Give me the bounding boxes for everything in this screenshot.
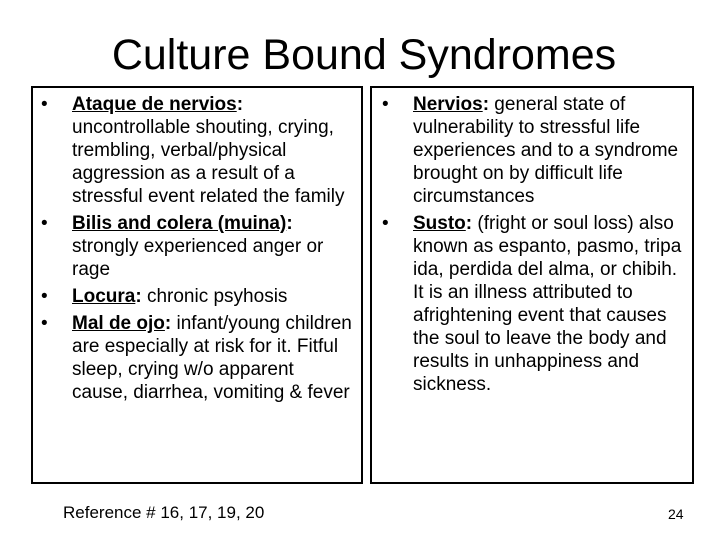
term-locura: Locura bbox=[72, 286, 136, 307]
bullet-marker: • bbox=[41, 213, 48, 234]
term-susto: Susto bbox=[413, 213, 466, 234]
term-description: infant/young children are especially at risk for it. Fitful sleep, crying w/o apparent cause, diarrhea, vomiting & fever bbox=[72, 313, 352, 403]
bullet-marker: • bbox=[382, 94, 389, 115]
term-mal-de-ojo: Mal de ojo bbox=[72, 313, 165, 334]
page-number: 24 bbox=[668, 506, 684, 522]
bullet-marker: • bbox=[382, 213, 389, 234]
term-colon: : bbox=[236, 94, 244, 115]
reference-footer: Reference # 16, 17, 19, 20 bbox=[63, 503, 265, 522]
list-item bbox=[39, 285, 355, 308]
left-column-box bbox=[31, 86, 363, 484]
bullet-marker: • bbox=[41, 94, 48, 115]
term-nervios: Nervios bbox=[413, 94, 483, 115]
list-item bbox=[380, 212, 686, 396]
bullet-marker: • bbox=[41, 313, 48, 334]
term-description: general state of vulnerability to stressful life experiences and to a syndrome brought on by difficult life circumstances bbox=[413, 94, 679, 207]
term-ataque-de-nervios: Ataque de nervios bbox=[72, 94, 237, 115]
term-description: uncontrollable shouting, crying, trembling, verbal/physical aggression as a result of a stressful event related the family bbox=[72, 117, 345, 207]
right-column-box bbox=[370, 86, 694, 484]
term-colon: : bbox=[135, 286, 142, 307]
term-colon: : bbox=[465, 213, 473, 234]
bullet-marker: • bbox=[41, 286, 48, 307]
term-colon: : bbox=[286, 213, 293, 234]
list-item bbox=[380, 93, 686, 208]
right-bullet-list bbox=[372, 88, 692, 396]
slide-title: Culture Bound Syndromes bbox=[111, 31, 617, 79]
list-item bbox=[39, 93, 355, 208]
list-item bbox=[39, 312, 355, 404]
list-item bbox=[39, 212, 355, 281]
left-bullet-list bbox=[33, 88, 361, 404]
term-description: chronic psyhosis bbox=[141, 286, 288, 307]
term-colon: : bbox=[482, 94, 490, 115]
term-bilis-and-colera: Bilis and colera (muina) bbox=[72, 213, 287, 234]
term-colon: : bbox=[164, 313, 172, 334]
term-description: strongly experienced anger or rage bbox=[72, 236, 324, 280]
term-description: (fright or soul loss) also known as espanto, pasmo, tripa ida, perdida del alma, or chibih. It is an illness attributed to afrightening event that causes the soul to leave the body and results in unhappiness and sickness. bbox=[413, 213, 682, 395]
